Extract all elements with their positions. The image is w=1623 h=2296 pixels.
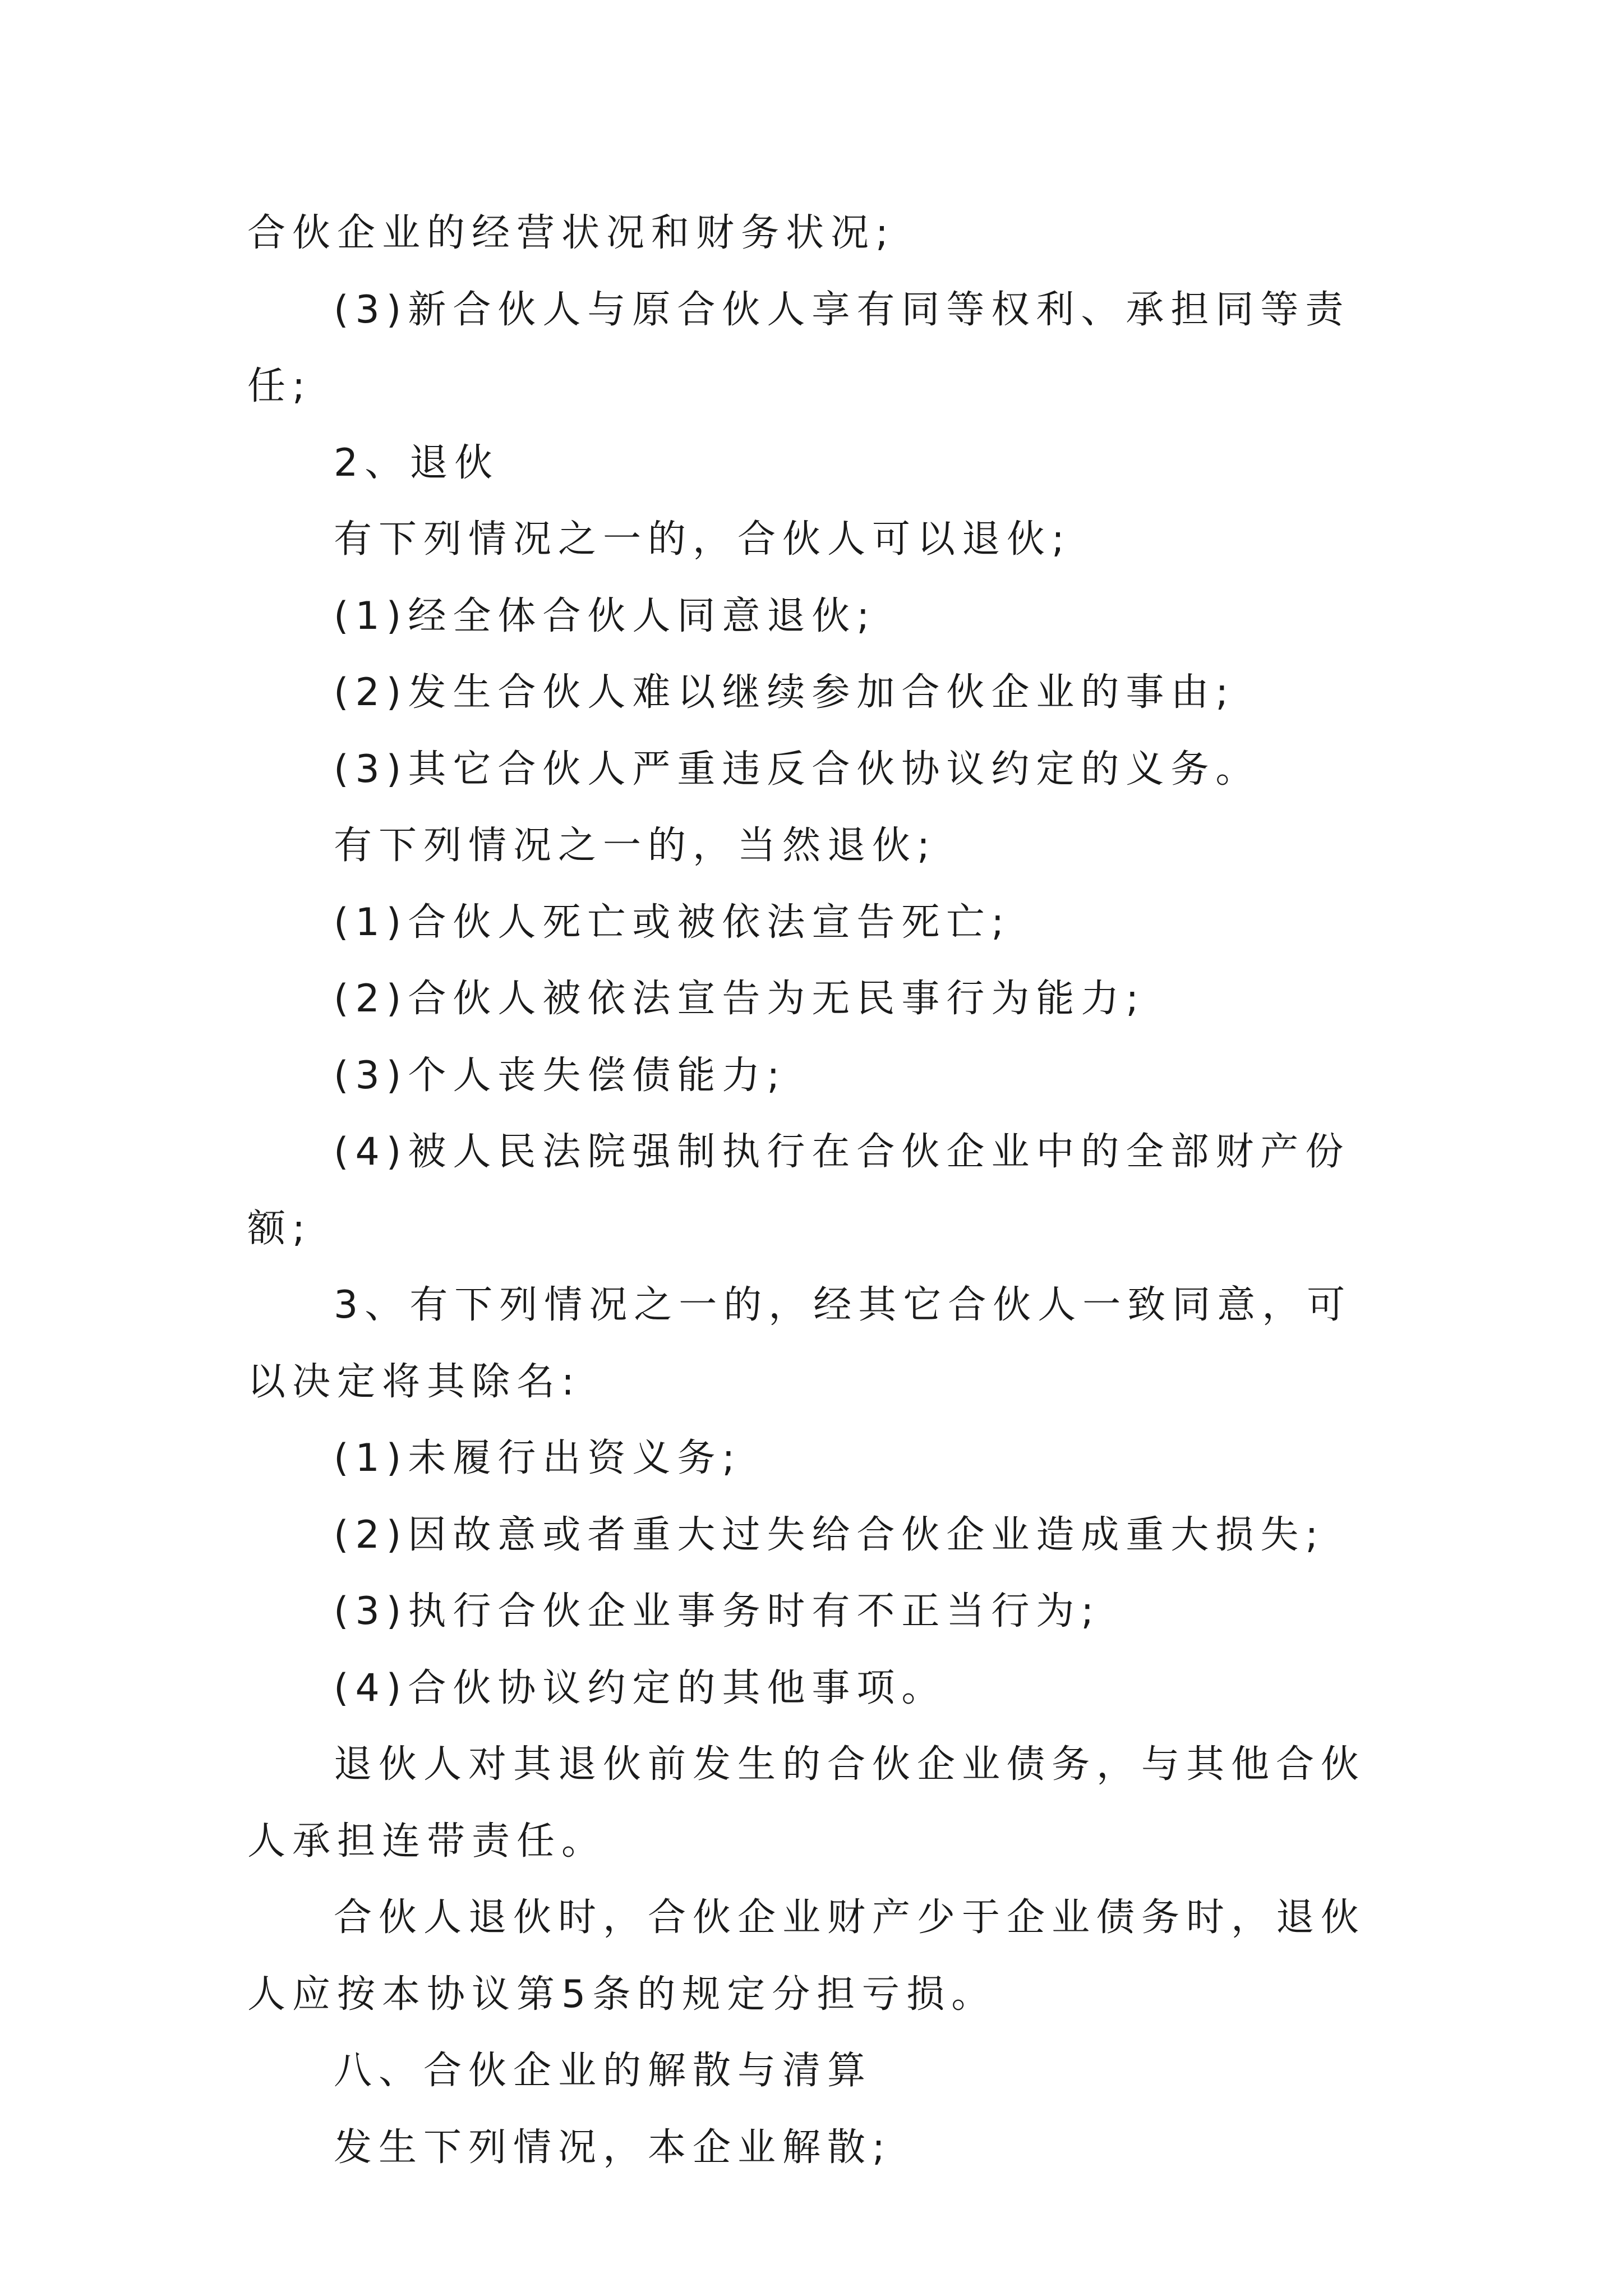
paragraph-item: (1)合伙人死亡或被依法宣告死亡; <box>334 900 1011 945</box>
paragraph: 发生下列情况，本企业解散; <box>334 2125 892 2170</box>
paragraph: 有下列情况之一的，合伙人可以退伙; <box>334 517 1071 562</box>
paragraph-item: (2)因故意或者重大过失给合伙企业造成重大损失; <box>334 1512 1325 1557</box>
paragraph: 有下列情况之一的，当然退伙; <box>334 823 937 868</box>
paragraph-continuation: 合伙企业的经营状况和财务状况; <box>247 211 895 255</box>
paragraph-item: (4)被人民法院强制执行在合伙企业中的全部财产份额; <box>247 1130 1350 1251</box>
paragraph-item: (3)其它合伙人严重违反合伙协议约定的义务。 <box>334 747 1261 792</box>
paragraph: 3、有下列情况之一的，经其它合伙人一致同意，可以决定将其除名: <box>247 1283 1352 1404</box>
paragraph-item: (3)新合伙人与原合伙人享有同等权利、承担同等责任; <box>247 287 1350 408</box>
paragraph: 退伙人对其退伙前发生的合伙企业债务，与其他合伙人承担连带责任。 <box>247 1742 1366 1864</box>
paragraph-item: (2)发生合伙人难以继续参加合伙企业的事由; <box>334 670 1235 715</box>
document-body <box>247 195 1391 2186</box>
paragraph-item: (4)合伙协议约定的其他事项。 <box>334 1665 947 1710</box>
paragraph-item: (2)合伙人被依法宣告为无民事行为能力; <box>334 977 1146 1021</box>
paragraph-item: (3)执行合伙企业事务时有不正当行为; <box>334 1589 1101 1634</box>
paragraph: 合伙人退伙时，合伙企业财产少于企业债务时，退伙人应按本协议第5条的规定分担亏损。 <box>247 1895 1366 2017</box>
paragraph-item: (3)个人丧失偿债能力; <box>334 1053 787 1098</box>
paragraph-item: (1)未履行出资义务; <box>334 1436 742 1480</box>
section-heading: 八、合伙企业的解散与清算 <box>334 2049 873 2093</box>
section-heading: 2、退伙 <box>334 440 500 485</box>
paragraph-item: (1)经全体合伙人同意退伙; <box>334 593 877 638</box>
